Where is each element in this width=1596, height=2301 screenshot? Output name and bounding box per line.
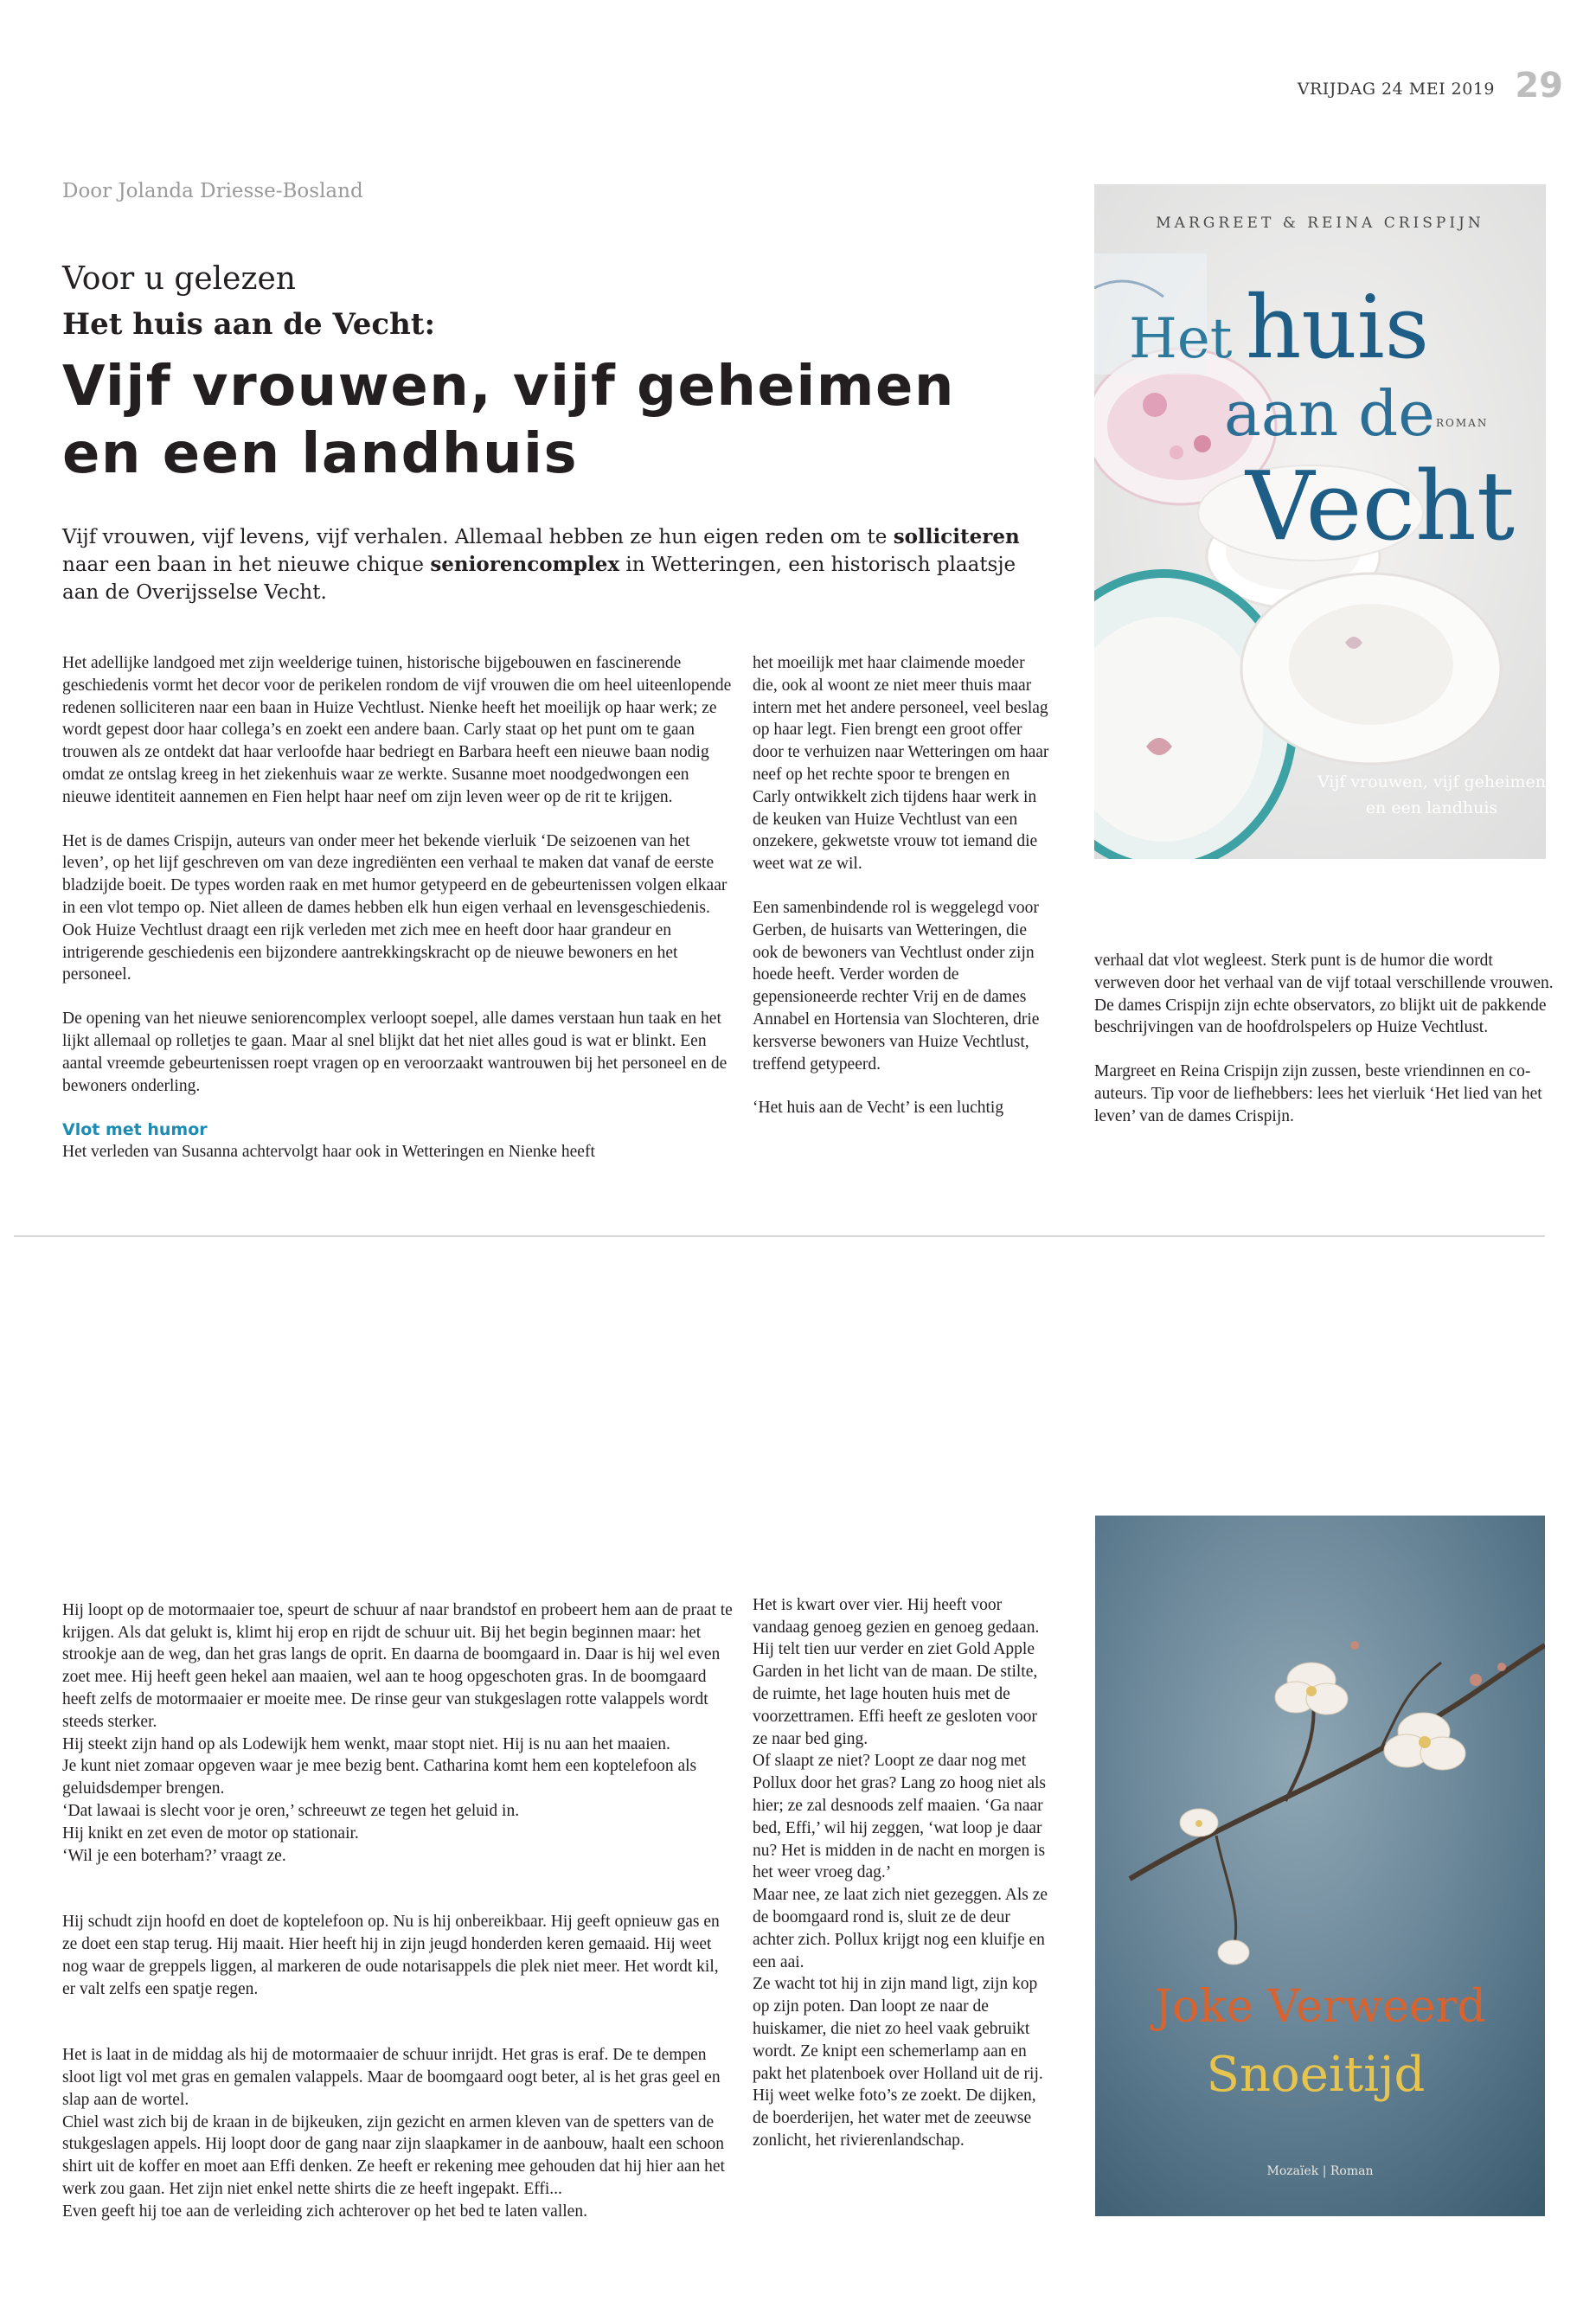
byline: Door Jolanda Driesse-Bosland (62, 180, 363, 202)
paragraph: De opening van het nieuwe seniorencomplex verloopt soepel, alle dames verstaan hun taak en het lijkt allemaal op rolletjes te gaan. Maar al snel blijkt dat het niet alles goud is wat er blinkt. Een aantal vreemde gebeurtenissen roept vragen op en veroorzaakt wantrouwen bij het personeel en de bewoners onderling. (62, 1009, 727, 1095)
cover-title: Snoeitijd (1206, 2047, 1426, 2103)
paragraph: Hij schudt zijn hoofd en doet de koptelefoon op. Nu is hij onbereikbaar. Hij geeft opnieuw gas en ze doet een stap terug. Hij maait. Hier heeft hij in zijn jeugd honderden keren gemaaid. Hij weet nog waar de greppels liggen, al markeren de oude notarisappels die plek niet meer. Het wordt kil, er valt zelfs een spatje regen. (62, 1913, 720, 1998)
cover-title-vecht: Vecht (1246, 451, 1516, 561)
article1-column-3 (1094, 950, 1557, 1150)
intro-text: Vijf vrouwen, vijf levens, vijf verhalen. Allemaal hebben ze hun eigen reden om te (62, 526, 888, 548)
paragraph: Hij loopt op de motormaaier toe, speurt de schuur af naar brandstof en probeert hem aan de praat te krijgen. Als dat gelukt is, klimt hij erop en rijdt de schuur uit. Bij het begin beginnen maar: het strookje aan de weg, dan het gras langs de oprit. En daarna de boomgaard in. Daar is hij wel even zoet mee. Hij heeft geen hekel aan maaien, wel aan te hoog opgeschoten gras. In de boomgaard heeft zelfs de motormaaier er moeite mee. De rinse geur van stukgeslagen rotte valappels wordt steeds sterker. Hij steekt zijn hand op als Lodewijk hem wenkt, maar stopt niet. Hij is nu aan het maaien. Je kunt niet zomaar opgeven waar je mee bezig bent. Catharina komt hem een koptelefoon als geluidsdemper brengen. ‘Dat lawaai is slecht voor je oren,’ schreeuwt ze tegen het geluid in. Hij knikt en zet even de motor op stationair. ‘Wil je een boterham?’ vraagt ze. (62, 1600, 733, 1865)
cover-tagline: Vijf vrouwen, vijf geheimen (1317, 772, 1546, 792)
cover-title-huis: huis (1246, 277, 1430, 378)
kicker: Voor u gelezen (62, 261, 296, 297)
cover-genre: ROMAN (1436, 417, 1489, 429)
paragraph: Het is laat in de middag als hij de motormaaier de schuur inrijdt. Het gras is eraf. De te dempen sloot ligt vol met gras en gemalen valappels. Maar de boomgaard oogt beter, al is het gras geel en slap aan de wortel. Chiel wast zich bij de kraan in de bijkeuken, zijn gezicht en armen kleven van de spetters van de stukgeslagen appels. Hij loopt door de gang naar zijn slaapkamer in de aanbouw, haalt een schoon shirt uit de koffer en moet aan Effi denken. Ze heeft er rekening mee gehouden dat hij hier aan het werk zou gaan. Het zijn niet enkel nette shirts die ze heeft ingepakt. Effi... Even geeft hij toe aan de verleiding zich achterover op het bed te laten vallen. (62, 2046, 725, 2221)
issue-date: VRIJDAG 24 MEI 2019 (1297, 80, 1495, 99)
article1-column-1 (62, 652, 733, 1163)
paragraph: Een samenbindende rol is weggelegd voor Gerben, de huisarts van Wetteringen, die ook de bewoners van Vechtlust onder zijn hoede heeft. Verder worden de gepensioneerde rechter Vrij en de dames Annabel en Hortensia van Slochteren, drie kersverse bewoners van Huize Vechtlust, treffend getypeerd. (753, 898, 1040, 1074)
cover-title-het: Het (1129, 307, 1233, 371)
book-cover-het-huis-aan-de-vecht (1094, 184, 1546, 859)
article2-column-1 (62, 1577, 733, 2245)
intro-bold: seniorencomplex (430, 553, 620, 576)
intro-text: naar een baan in het nieuwe chique (62, 554, 425, 576)
article2-column-2 (753, 1572, 1051, 2175)
article-subtitle: Het huis aan de Vecht: (62, 307, 436, 342)
page-number: 29 (1515, 66, 1563, 106)
section-subhead: Vlot met humor (62, 1120, 208, 1140)
intro-text: in Wetteringen, een historisch plaatsje aan de Overijsselse Vecht. (62, 554, 1016, 604)
section-divider (14, 1235, 1545, 1237)
paragraph: ‘Het huis aan de Vecht’ is een luchtig (753, 1099, 1004, 1118)
paragraph: Het is de dames Crispijn, auteurs van onder meer het bekende vierluik ‘De seizoenen van het leven’, op het lijf geschreven om van deze ingrediënten een verhaal te maken dat vanaf de eerste bladzijde boeit. De types worden raak en met humor getypeerd en de gebeurtenissen volgen elkaar in een vlot tempo op. Niet alleen de dames hebben elk hun eigen verhaal en levensgeschiedenis. Ook Huize Vechtlust draagt een rijk verleden met zich mee en heeft door haar grandeur en intrigerende geschiedenis een bijzondere aantrekkingskracht op de nieuwe bewoners en het personeel. (62, 831, 727, 984)
cover-authors: MARGREET & REINA CRISPIJN (1156, 215, 1484, 232)
paragraph: Het is kwart over vier. Hij heeft voor vandaag genoeg gezien en genoeg gedaan. Hij telt tien uur verder en ziet Gold Apple Garden in het licht van de maan. De stilte, de ruimte, het lage houten huis met de voorzettramen. Effi heeft ze gesloten voor ze naar bed ging. Of slaapt ze niet? Loopt ze daar nog met Pollux door het gras? Lang zo hoog niet als hier; ze zal desnoods zelf maaien. ‘Ga naar bed, Effi,’ wil hij zeggen, ‘wat loop je daar nu? Het is midden in de nacht en morgen is het weer vroeg dag.’ Maar nee, ze laat zich niet gezeggen. Als ze de boomgaard rond is, sluit ze de deur achter zich. Pollux krijgt nog een kluifje en een aai. Ze wacht tot hij in zijn mand ligt, zijn kop op zijn poten. Dan loopt ze naar de huiskamer, die niet zo heel vaak gebruikt wordt. Ze knipt een schemerlamp aan en pakt het platenboek over Holland uit de rij. Hij weet welke foto’s ze zoekt. De dijken, de boerderijen, het water met de zeeuwse zonlicht, het rivierenlandschap. (753, 1595, 1048, 2150)
cover-title-aan-de: aan de (1224, 377, 1435, 450)
book-cover-snoeitijd (1095, 1516, 1545, 2216)
intro-bold: solliciteren (893, 525, 1020, 548)
article1-column-2 (753, 652, 1051, 1141)
intro-paragraph (62, 523, 1031, 606)
cover-tagline: en een landhuis (1365, 798, 1498, 817)
paragraph: het moeilijk met haar claimende moeder die, ook al woont ze niet meer thuis maar intern met het andere personeel, veel beslag op haar legt. Fien brengt een groot offer door te verhuizen naar Wetteringen om haar neef op het rechte spoor te brengen en Carly ontwikkelt zich tijdens haar werk in de keuken van Huize Vechtlust van een onzekere, gekwetste vrouw tot iemand die weet wat ze wil. (753, 654, 1049, 874)
cover-author: Joke Verweerd (1154, 1981, 1486, 2033)
article-headline: Vijf vrouwen, vijf geheimen en een landhuis (62, 355, 955, 486)
paragraph: verhaal dat vlot wegleest. Sterk punt is de humor die wordt verweven door het verhaal van de vijf totaal verschillende vrouwen. De dames Crispijn zijn echte observators, zo blijkt uit de pakkende beschrijvingen van de hoofdrolspelers op Huize Vechtlust. (1094, 952, 1554, 1037)
paragraph: Het verleden van Susanna achtervolgt haar ook in Wetteringen en Nienke heeft (62, 1143, 595, 1162)
cover-publisher: Mozaïek | Roman (1266, 2164, 1374, 2178)
paragraph: Het adellijke landgoed met zijn weelderige tuinen, historische bijgebouwen en fascinerende geschiedenis vormt het decor voor de perikelen rondom de vijf vrouwen die om heel uiteenlopende redenen solliciteren naar een baan in Huize Vechtlust. Nienke heeft het moeilijk op haar werk; ze wordt gepest door haar collega’s en zoekt een andere baan. Carly staat op het punt om te gaan trouwen als ze ontdekt dat haar verloofde haar bedriegt en Barbara heeft een nieuwe baan nodig omdat ze ontslag kreeg in het ziekenhuis waar ze werkte. Susanne moet noodgedwongen een nieuwe identiteit aannemen en Fien helpt haar neef om zijn leven weer op de rit te krijgen. (62, 654, 732, 806)
paragraph: Margreet en Reina Crispijn zijn zussen, beste vriendinnen en co-auteurs. Tip voor de liefhebbers: lees het vierluik ‘Het lied van het leven’ van de dames Crispijn. (1094, 1062, 1542, 1125)
